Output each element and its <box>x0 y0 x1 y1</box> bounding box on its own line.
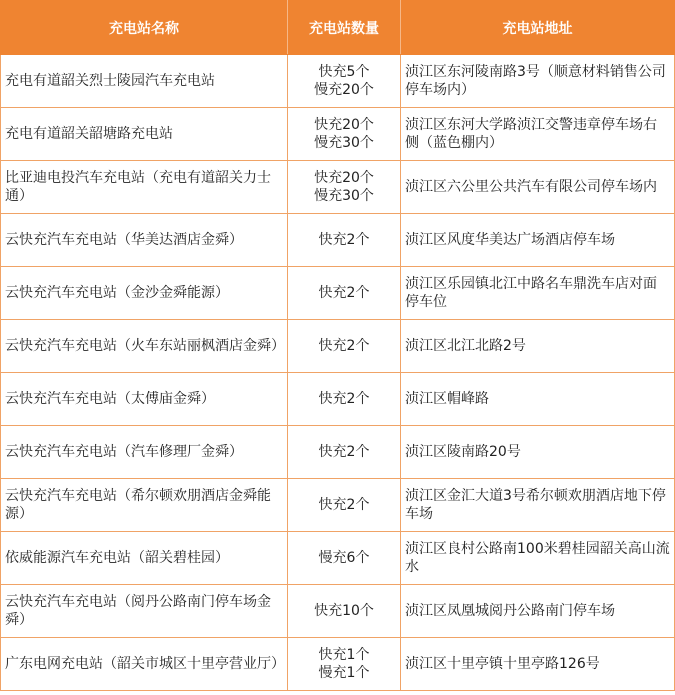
table-row <box>1 55 675 108</box>
station-name-cell: 云快充汽车充电站（金沙金舜能源） <box>1 267 288 320</box>
station-address-cell: 浈江区东河陵南路3号（顺意材料销售公司停车场内） <box>401 55 675 108</box>
station-name-cell: 云快充汽车充电站（太傅庙金舜） <box>1 373 288 426</box>
count-line: 快充2个 <box>318 232 370 248</box>
header-station-address: 充电站地址 <box>401 1 675 55</box>
count-line: 慢充6个 <box>318 550 370 566</box>
station-address-cell: 浈江区风度华美达广场酒店停车场 <box>401 214 675 267</box>
station-address-cell: 浈江区陵南路20号 <box>401 426 675 479</box>
station-address-cell: 浈江区帽峰路 <box>401 373 675 426</box>
table-row <box>1 108 675 161</box>
station-name-cell: 云快充汽车充电站（希尔顿欢朋酒店金舜能源） <box>1 479 288 532</box>
station-name-cell: 充电有道韶关韶塘路充电站 <box>1 108 288 161</box>
station-count-cell <box>288 214 401 267</box>
count-line: 快充2个 <box>318 444 370 460</box>
header-station-count: 充电站数量 <box>288 1 401 55</box>
header-station-name: 充电站名称 <box>1 1 288 55</box>
station-address-cell: 浈江区北江北路2号 <box>401 320 675 373</box>
station-address-cell: 浈江区十里亭镇十里亭路126号 <box>401 638 675 691</box>
table-row <box>1 532 675 585</box>
table-row <box>1 426 675 479</box>
count-line: 快充2个 <box>318 285 370 301</box>
table-row <box>1 320 675 373</box>
station-name-cell: 充电有道韶关烈士陵园汽车充电站 <box>1 55 288 108</box>
station-count-cell <box>288 373 401 426</box>
header-row <box>1 1 675 55</box>
station-name-cell: 云快充汽车充电站（汽车修理厂金舜） <box>1 426 288 479</box>
count-line: 快充10个 <box>314 603 374 619</box>
station-name-cell: 云快充汽车充电站（华美达酒店金舜） <box>1 214 288 267</box>
station-count-cell <box>288 267 401 320</box>
table-body <box>1 55 675 691</box>
station-count-cell <box>288 479 401 532</box>
station-count-cell <box>288 426 401 479</box>
station-name-cell: 依威能源汽车充电站（韶关碧桂园） <box>1 532 288 585</box>
table-header <box>1 1 675 55</box>
table-row <box>1 585 675 638</box>
count-line: 快充2个 <box>318 497 370 513</box>
station-address-cell: 浈江区六公里公共汽车有限公司停车场内 <box>401 161 675 214</box>
table-row <box>1 373 675 426</box>
station-count-cell <box>288 161 401 214</box>
station-name-cell: 比亚迪电投汽车充电站（充电有道韶关力士通） <box>1 161 288 214</box>
station-address-cell: 浈江区金汇大道3号希尔顿欢朋酒店地下停车场 <box>401 479 675 532</box>
count-line: 快充2个 <box>318 338 370 354</box>
count-line: 慢充30个 <box>314 135 374 151</box>
count-line: 慢充1个 <box>318 665 370 681</box>
table-row <box>1 161 675 214</box>
station-count-cell <box>288 55 401 108</box>
station-address-cell: 浈江区乐园镇北江中路名车鼎洗车店对面停车位 <box>401 267 675 320</box>
table-row <box>1 214 675 267</box>
count-line: 慢充20个 <box>314 82 374 98</box>
count-line: 快充1个 <box>318 647 370 663</box>
count-line: 快充5个 <box>318 64 370 80</box>
station-count-cell <box>288 532 401 585</box>
table-row <box>1 267 675 320</box>
station-count-cell <box>288 585 401 638</box>
count-line: 慢充30个 <box>314 188 374 204</box>
station-address-cell: 浈江区东河大学路浈江交警违章停车场右侧（蓝色棚内） <box>401 108 675 161</box>
table-row <box>1 638 675 691</box>
station-address-cell: 浈江区凤凰城阅丹公路南门停车场 <box>401 585 675 638</box>
station-count-cell <box>288 320 401 373</box>
station-name-cell: 云快充汽车充电站（阅丹公路南门停车场金舜） <box>1 585 288 638</box>
table-row <box>1 479 675 532</box>
station-count-cell <box>288 108 401 161</box>
count-line: 快充2个 <box>318 391 370 407</box>
station-name-cell: 云快充汽车充电站（火车东站丽枫酒店金舜） <box>1 320 288 373</box>
count-line: 快充20个 <box>314 170 374 186</box>
station-address-cell: 浈江区良村公路南100米碧桂园韶关高山流水 <box>401 532 675 585</box>
station-name-cell: 广东电网充电站（韶关市城区十里亭营业厅） <box>1 638 288 691</box>
count-line: 快充20个 <box>314 117 374 133</box>
station-count-cell <box>288 638 401 691</box>
